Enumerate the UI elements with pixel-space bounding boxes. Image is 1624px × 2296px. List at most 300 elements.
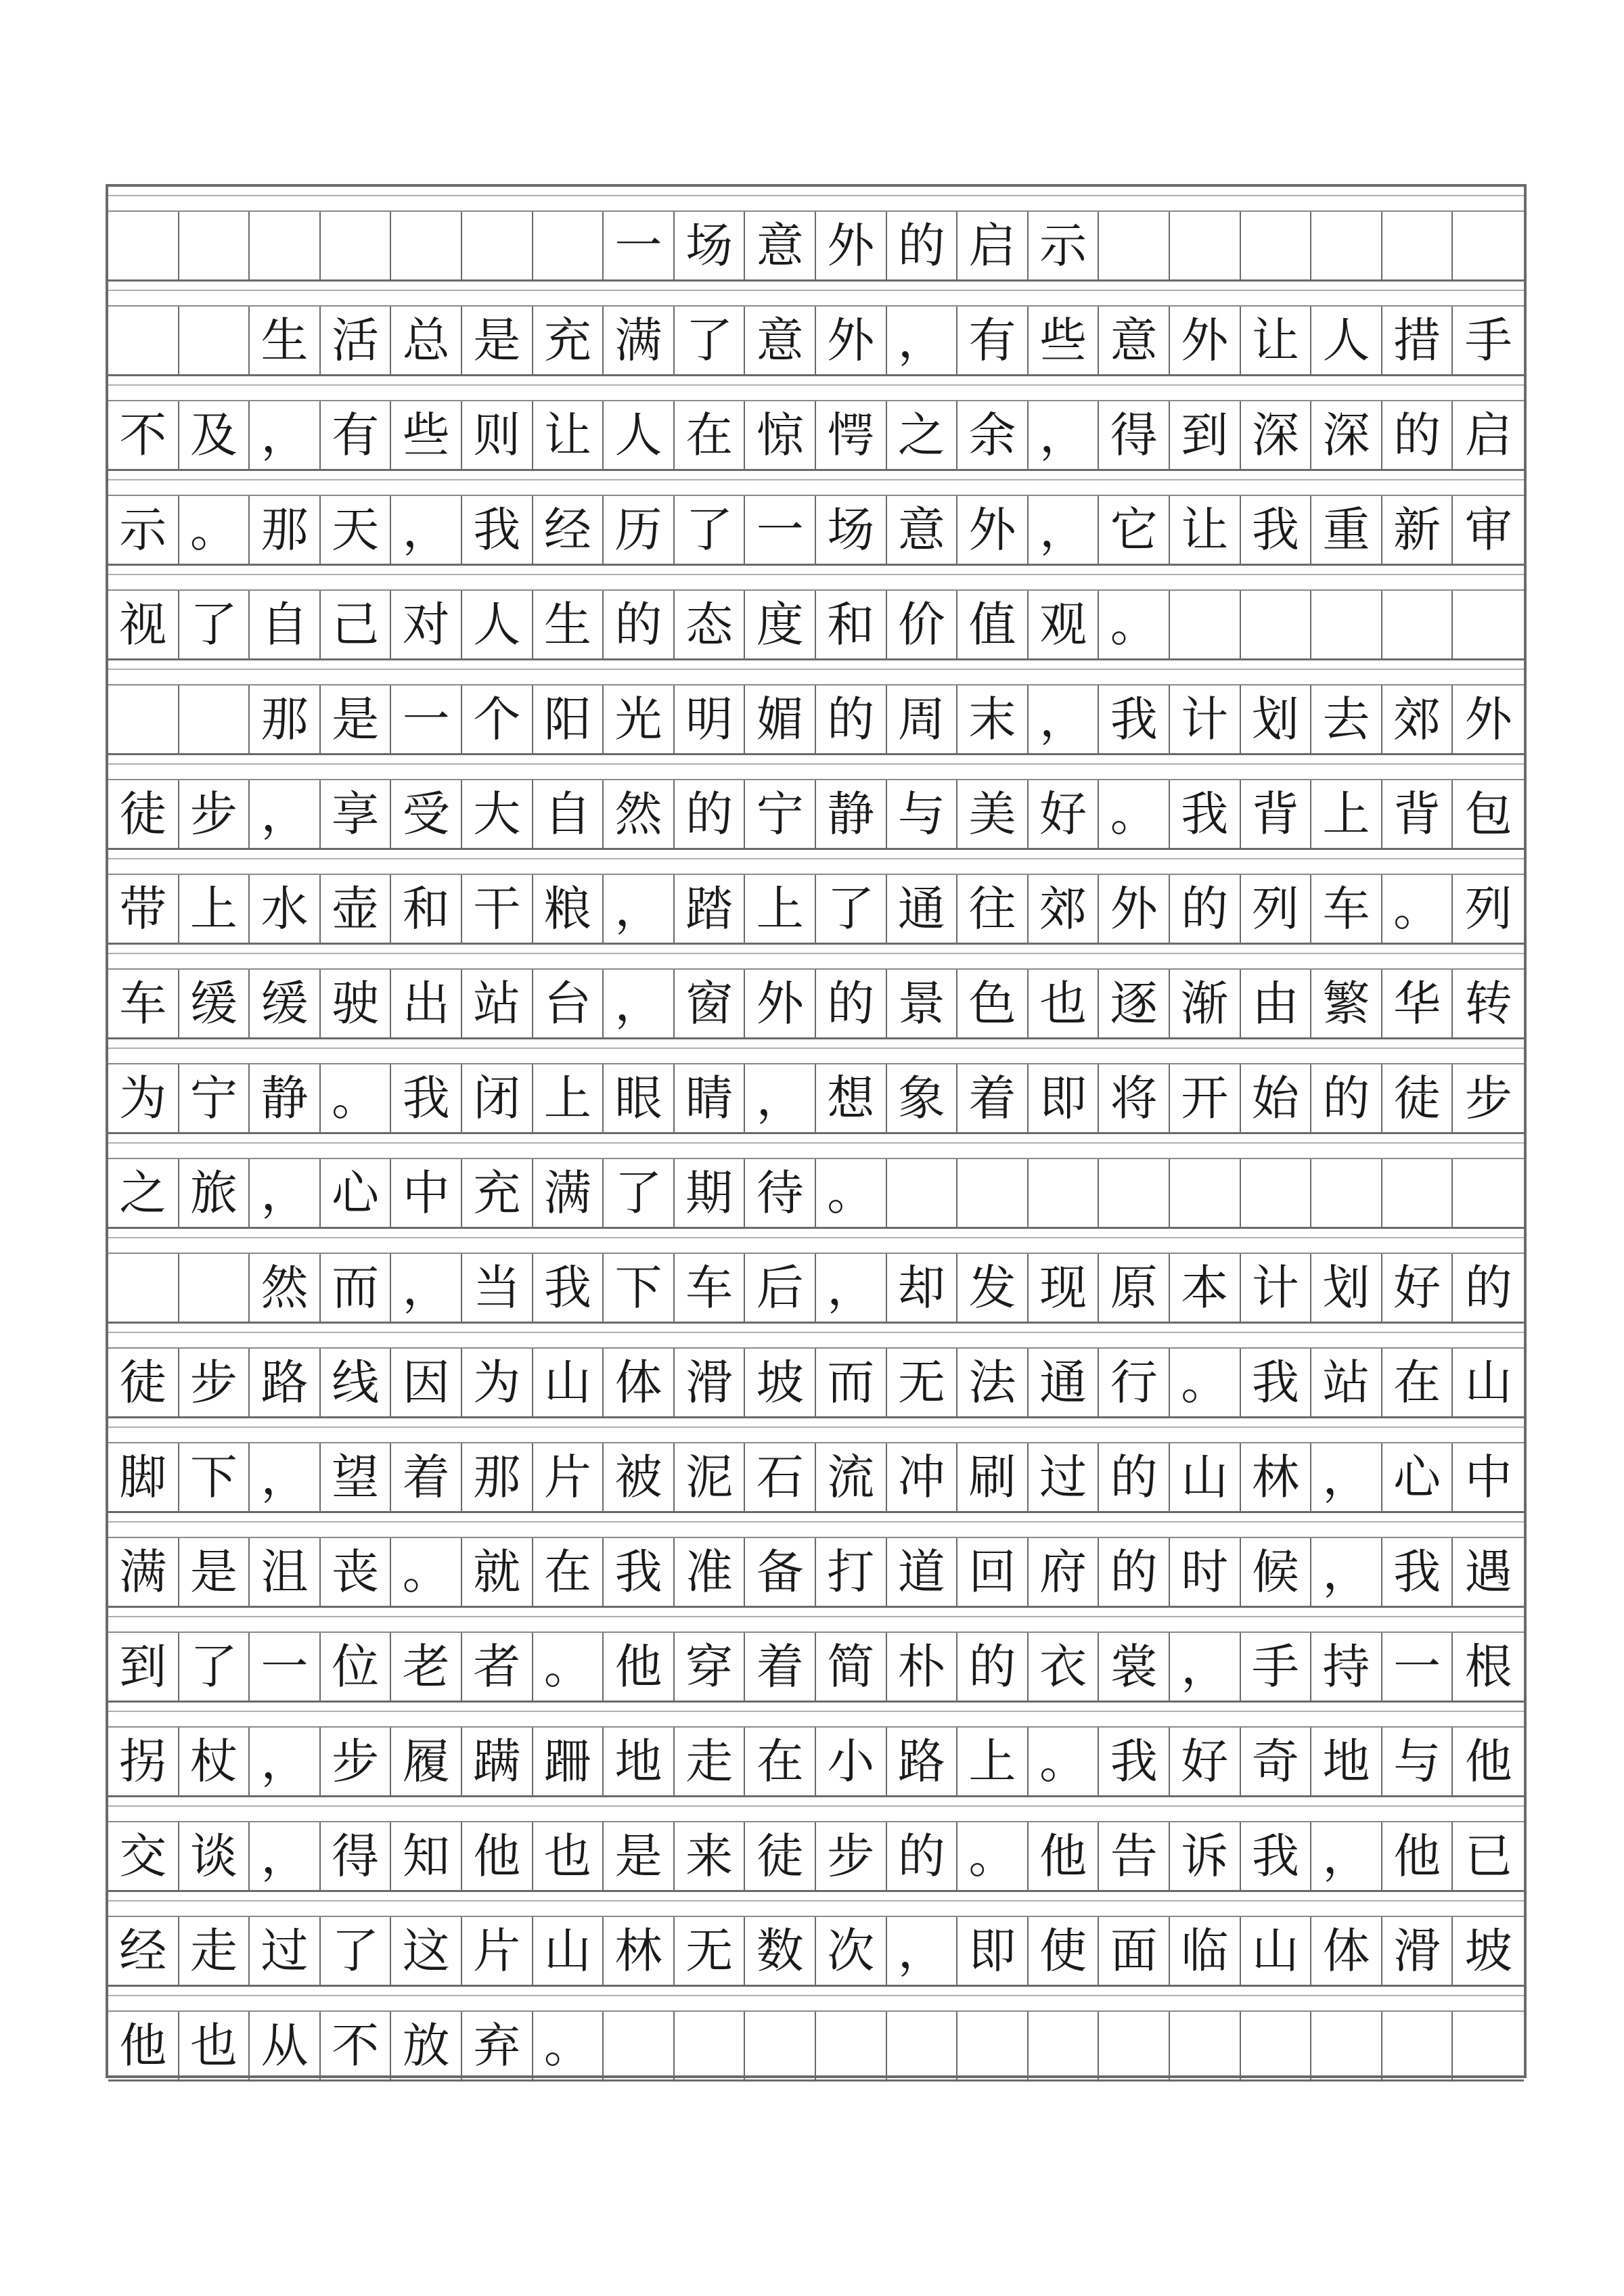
text-row: [108, 1822, 1524, 1892]
grid-cell: 示: [1029, 212, 1100, 279]
grid-cell: ，: [1311, 1443, 1382, 1511]
grid-cell: 一: [604, 212, 675, 279]
grid-cell: 满: [108, 1538, 179, 1606]
grid-cell: [1170, 212, 1241, 279]
row-spacer: [108, 1513, 1524, 1538]
grid-cell: 惊: [745, 401, 816, 469]
grid-cell: 睛: [675, 1064, 746, 1132]
grid-cell: 履: [391, 1728, 462, 1795]
grid-cell: 。: [533, 1633, 604, 1701]
row-spacer: [108, 1418, 1524, 1443]
row-spacer: [108, 566, 1524, 591]
grid-cell: 大: [462, 780, 533, 848]
grid-cell: [1241, 212, 1312, 279]
grid-cell: 通: [887, 875, 958, 943]
grid-cell: ，: [250, 1822, 321, 1890]
text-row: [108, 1254, 1524, 1324]
grid-cell: 时: [1170, 1538, 1241, 1606]
grid-cell: 有: [957, 307, 1029, 374]
grid-cell: 步: [321, 1728, 392, 1795]
grid-cell: 上: [1311, 780, 1382, 848]
grid-cell: 持: [1311, 1633, 1382, 1701]
grid-cell: 阳: [533, 685, 604, 753]
grid-cell: 而: [816, 1349, 887, 1416]
grid-cell: [108, 685, 179, 753]
grid-cell: 那: [462, 1443, 533, 1511]
grid-cell: 车: [1311, 875, 1382, 943]
grid-cell: 中: [391, 1159, 462, 1227]
grid-cell: ，: [391, 1254, 462, 1322]
grid-cell: 脚: [108, 1443, 179, 1511]
grid-cell: 滑: [675, 1349, 746, 1416]
grid-cell: 与: [1382, 1728, 1453, 1795]
grid-cell: 走: [179, 1917, 250, 1985]
grid-cell: 一: [250, 1633, 321, 1701]
grid-cell: 道: [887, 1538, 958, 1606]
row-spacer: [108, 187, 1524, 212]
grid-cell: 意: [745, 212, 816, 279]
grid-cell: 当: [462, 1254, 533, 1322]
grid-cell: 转: [1464, 976, 1512, 1031]
grid-cell: [675, 2012, 746, 2079]
grid-cell: 出: [391, 970, 462, 1037]
grid-cell: 驶: [321, 970, 392, 1037]
grid-cell: [887, 1159, 958, 1227]
grid-cell: 下: [179, 1443, 250, 1511]
text-row: [108, 1917, 1524, 1987]
grid-cell: 外: [816, 212, 887, 279]
grid-cell: 步: [1464, 1071, 1512, 1126]
grid-cell: 。: [816, 1159, 887, 1227]
grid-cell: 的: [1099, 1443, 1170, 1511]
grid-cell: 景: [887, 970, 958, 1037]
grid-cell: 次: [816, 1917, 887, 1985]
grid-cell: 心: [1382, 1443, 1453, 1511]
text-row: [108, 1349, 1524, 1418]
grid-cell: 过: [1029, 1443, 1100, 1511]
grid-cell: 不: [108, 401, 179, 469]
grid-cell: ，: [887, 1917, 958, 1985]
grid-cell: 外: [745, 970, 816, 1037]
grid-cell: 和: [391, 875, 462, 943]
grid-cell: 我: [462, 496, 533, 564]
grid-cell: 着: [391, 1443, 462, 1511]
grid-cell: [321, 212, 392, 279]
grid-cell: 计: [1241, 1254, 1312, 1322]
grid-cell: ，: [1029, 496, 1100, 564]
grid-cell: 的: [887, 1822, 958, 1890]
grid-cell: ，: [745, 1064, 816, 1132]
grid-cell: 示: [108, 496, 179, 564]
text-row: [108, 496, 1524, 566]
grid-cell: 得: [1099, 401, 1170, 469]
grid-cell: 好: [1170, 1728, 1241, 1795]
grid-cell: 充: [533, 307, 604, 374]
grid-cell: 他: [108, 2012, 179, 2079]
grid-cell: [533, 212, 604, 279]
row-spacer: [108, 1324, 1524, 1349]
grid-cell: 徒: [745, 1822, 816, 1890]
grid-cell: [1453, 1159, 1524, 1227]
grid-cell: 场: [816, 496, 887, 564]
grid-cell: [1311, 1159, 1382, 1227]
grid-cell: 准: [675, 1538, 746, 1606]
grid-cell: 在: [745, 1728, 816, 1795]
grid-cell: 交: [108, 1822, 179, 1890]
grid-cell: 走: [675, 1728, 746, 1795]
grid-cell: [1170, 2012, 1241, 2079]
grid-cell: 路: [887, 1728, 958, 1795]
grid-cell: 行: [1099, 1349, 1170, 1416]
grid-cell: 府: [1029, 1538, 1100, 1606]
grid-cell: 徒: [108, 1349, 179, 1416]
grid-cell: 打: [816, 1538, 887, 1606]
grid-cell: ，: [250, 1159, 321, 1227]
grid-cell: 即: [1029, 1064, 1100, 1132]
grid-cell: 划: [1311, 1254, 1382, 1322]
grid-cell: [1241, 2012, 1312, 2079]
grid-cell: 光: [604, 685, 675, 753]
grid-cell: 谈: [179, 1822, 250, 1890]
grid-cell: 我: [604, 1538, 675, 1606]
grid-cell: 是: [321, 685, 392, 753]
grid-cell: 启: [1464, 407, 1512, 463]
grid-cell: 了: [675, 496, 746, 564]
grid-cell: 我: [1170, 780, 1241, 848]
grid-cell: 及: [179, 401, 250, 469]
grid-cell: [108, 212, 179, 279]
grid-cell: 无: [887, 1349, 958, 1416]
grid-cell: 然: [604, 780, 675, 848]
grid-cell: 待: [745, 1159, 816, 1227]
grid-cell: [1382, 212, 1453, 279]
grid-cell: 得: [321, 1822, 392, 1890]
grid-cell: 之: [108, 1159, 179, 1227]
grid-cell: 它: [1099, 496, 1170, 564]
grid-cell: 视: [108, 591, 179, 658]
grid-cell: 愕: [816, 401, 887, 469]
grid-cell: 使: [1029, 1917, 1100, 1985]
grid-cell: 站: [1311, 1349, 1382, 1416]
grid-cell: 那: [250, 496, 321, 564]
grid-cell: 线: [321, 1349, 392, 1416]
grid-cell: 好: [1382, 1254, 1453, 1322]
grid-cell: 着: [957, 1064, 1029, 1132]
grid-cell: [391, 212, 462, 279]
grid-cell: 路: [250, 1349, 321, 1416]
row-spacer: [108, 471, 1524, 496]
grid-cell: 郊: [1029, 875, 1100, 943]
grid-cell: [1382, 2012, 1453, 2079]
grid-cell: 想: [816, 1064, 887, 1132]
grid-cell: 这: [391, 1917, 462, 1985]
grid-cell: ，: [1311, 1822, 1382, 1890]
grid-cell: 。: [321, 1064, 392, 1132]
grid-cell: 逐: [1099, 970, 1170, 1037]
grid-cell: 场: [675, 212, 746, 279]
grid-cell: 宁: [745, 780, 816, 848]
grid-cell: 列: [1241, 875, 1312, 943]
grid-cell: 经: [533, 496, 604, 564]
grid-cell: [108, 307, 179, 374]
grid-cell: 体: [604, 1349, 675, 1416]
text-row: [108, 875, 1524, 945]
grid-cell: 之: [887, 401, 958, 469]
grid-cell: 去: [1311, 685, 1382, 753]
grid-cell: 流: [816, 1443, 887, 1511]
grid-cell: [1453, 2012, 1524, 2079]
grid-cell: 手: [1241, 1633, 1312, 1701]
grid-cell: 繁: [1311, 970, 1382, 1037]
grid-cell: 现: [1029, 1254, 1100, 1322]
grid-cell: [250, 212, 321, 279]
grid-cell: 然: [250, 1254, 321, 1322]
grid-cell: 活: [321, 307, 392, 374]
grid-cell: 观: [1029, 591, 1100, 658]
grid-cell: 渐: [1170, 970, 1241, 1037]
grid-cell: 山: [1241, 1917, 1312, 1985]
grid-cell: 体: [1311, 1917, 1382, 1985]
grid-cell: 下: [604, 1254, 675, 1322]
grid-cell: 带: [108, 875, 179, 943]
grid-cell: 沮: [250, 1538, 321, 1606]
grid-cell: 因: [391, 1349, 462, 1416]
grid-cell: 让: [1241, 307, 1312, 374]
grid-cell: 末: [957, 685, 1029, 753]
grid-cell: 象: [887, 1064, 958, 1132]
grid-cell: 享: [321, 780, 392, 848]
grid-cell: 坡: [745, 1349, 816, 1416]
grid-cell: 态: [675, 591, 746, 658]
grid-cell: 审: [1464, 502, 1512, 558]
grid-cell: [1453, 591, 1524, 658]
grid-cell: 窗: [675, 970, 746, 1037]
grid-cell: 了: [179, 1633, 250, 1701]
grid-cell: 明: [675, 685, 746, 753]
grid-cell: 经: [108, 1917, 179, 1985]
grid-cell: 他: [1029, 1822, 1100, 1890]
grid-cell: 上: [957, 1728, 1029, 1795]
grid-cell: 水: [250, 875, 321, 943]
grid-cell: [179, 212, 250, 279]
grid-cell: 是: [462, 307, 533, 374]
grid-cell: 生: [250, 307, 321, 374]
row-spacer: [108, 1797, 1524, 1822]
grid-cell: 则: [462, 401, 533, 469]
row-spacer: [108, 1608, 1524, 1633]
grid-cell: 了: [321, 1917, 392, 1985]
grid-cell: 让: [533, 401, 604, 469]
grid-cell: 来: [675, 1822, 746, 1890]
grid-cell: [108, 1254, 179, 1322]
grid-cell: 。: [179, 496, 250, 564]
grid-cell: 外: [957, 496, 1029, 564]
grid-cell: 背: [1241, 780, 1312, 848]
grid-cell: 外: [1464, 692, 1512, 747]
grid-cell: 满: [604, 307, 675, 374]
grid-cell: 一: [745, 496, 816, 564]
grid-cell: 也: [533, 1822, 604, 1890]
grid-cell: 蹒: [462, 1728, 533, 1795]
grid-cell: 徒: [108, 780, 179, 848]
grid-cell: 了: [675, 307, 746, 374]
grid-cell: 奇: [1241, 1728, 1312, 1795]
grid-cell: 衣: [1029, 1633, 1100, 1701]
grid-cell: 让: [1170, 496, 1241, 564]
grid-cell: [604, 2012, 675, 2079]
grid-cell: 而: [321, 1254, 392, 1322]
grid-cell: ，: [604, 875, 675, 943]
grid-cell: [1382, 1159, 1453, 1227]
grid-cell: 车: [108, 970, 179, 1037]
row-spacer: [108, 1134, 1524, 1159]
row-spacer: [108, 660, 1524, 685]
grid-cell: 杖: [179, 1728, 250, 1795]
grid-cell: 根: [1464, 1639, 1512, 1694]
grid-cell: 冲: [887, 1443, 958, 1511]
grid-cell: 过: [250, 1917, 321, 1985]
grid-cell: 他: [462, 1822, 533, 1890]
text-row: [108, 2012, 1524, 2081]
grid-cell: 对: [391, 591, 462, 658]
grid-cell: 望: [321, 1443, 392, 1511]
grid-cell: 我: [533, 1254, 604, 1322]
grid-cell: 也: [1029, 970, 1100, 1037]
grid-cell: 本: [1170, 1254, 1241, 1322]
grid-cell: 拐: [108, 1728, 179, 1795]
grid-cell: 往: [957, 875, 1029, 943]
grid-cell: 期: [675, 1159, 746, 1227]
grid-cell: 后: [745, 1254, 816, 1322]
grid-cell: 背: [1382, 780, 1453, 848]
grid-cell: 台: [533, 970, 604, 1037]
grid-cell: 我: [1241, 1822, 1312, 1890]
text-row: [108, 307, 1524, 376]
grid-cell: [745, 2012, 816, 2079]
grid-cell: 从: [250, 2012, 321, 2079]
text-row: [108, 1064, 1524, 1134]
grid-cell: ，: [1170, 1633, 1241, 1701]
grid-cell: ，: [250, 1443, 321, 1511]
grid-cell: 。: [1382, 875, 1453, 943]
grid-cell: 林: [1241, 1443, 1312, 1511]
grid-cell: 回: [957, 1538, 1029, 1606]
grid-cell: 一: [1382, 1633, 1453, 1701]
grid-cell: 手: [1464, 313, 1512, 368]
grid-cell: [1099, 212, 1170, 279]
grid-cell: 我: [1382, 1538, 1453, 1606]
grid-cell: 山: [533, 1917, 604, 1985]
grid-cell: 度: [745, 591, 816, 658]
grid-cell: 通: [1029, 1349, 1100, 1416]
grid-cell: 宁: [179, 1064, 250, 1132]
grid-cell: [1170, 591, 1241, 658]
grid-cell: 跚: [533, 1728, 604, 1795]
grid-cell: 知: [391, 1822, 462, 1890]
grid-cell: 为: [108, 1064, 179, 1132]
grid-cell: [1029, 2012, 1100, 2079]
grid-cell: 小: [816, 1728, 887, 1795]
grid-cell: 与: [887, 780, 958, 848]
grid-cell: 备: [745, 1538, 816, 1606]
grid-cell: [1099, 2012, 1170, 2079]
grid-cell: 人: [1311, 307, 1382, 374]
grid-cell: 些: [391, 401, 462, 469]
grid-cell: 数: [745, 1917, 816, 1985]
grid-cell: ，: [887, 307, 958, 374]
grid-cell: 为: [462, 1349, 533, 1416]
grid-cell: 些: [1029, 307, 1100, 374]
grid-cell: 的: [675, 780, 746, 848]
grid-cell: 放: [391, 2012, 462, 2079]
grid-cell: 静: [816, 780, 887, 848]
grid-cell: 丧: [321, 1538, 392, 1606]
grid-cell: 着: [745, 1633, 816, 1701]
grid-cell: 在: [1382, 1349, 1453, 1416]
grid-cell: 开: [1170, 1064, 1241, 1132]
grid-cell: 地: [604, 1728, 675, 1795]
grid-cell: [1170, 1159, 1241, 1227]
grid-cell: 总: [391, 307, 462, 374]
grid-cell: 外: [1099, 875, 1170, 943]
grid-cell: 深: [1311, 401, 1382, 469]
row-spacer: [108, 755, 1524, 780]
grid-cell: [1099, 1159, 1170, 1227]
grid-cell: ，: [816, 1254, 887, 1322]
grid-cell: 的: [1464, 1260, 1512, 1315]
grid-cell: 粮: [533, 875, 604, 943]
grid-cell: [957, 1159, 1029, 1227]
grid-cell: 到: [108, 1633, 179, 1701]
grid-cell: 深: [1241, 401, 1312, 469]
grid-cell: ，: [604, 970, 675, 1037]
grid-cell: 山: [533, 1349, 604, 1416]
grid-cell: [179, 307, 250, 374]
grid-cell: 刷: [957, 1443, 1029, 1511]
grid-cell: 列: [1464, 881, 1512, 937]
grid-cell: 不: [321, 2012, 392, 2079]
text-row: [108, 591, 1524, 660]
grid-cell: 的: [816, 685, 887, 753]
grid-cell: ，: [250, 780, 321, 848]
grid-cell: [462, 212, 533, 279]
grid-cell: 踏: [675, 875, 746, 943]
row-spacer: [108, 945, 1524, 970]
grid-cell: 位: [321, 1633, 392, 1701]
grid-cell: 老: [391, 1633, 462, 1701]
grid-cell: 受: [391, 780, 462, 848]
grid-cell: 的: [1170, 875, 1241, 943]
grid-cell: 了: [816, 875, 887, 943]
text-row: [108, 970, 1524, 1039]
grid-cell: 自: [250, 591, 321, 658]
grid-cell: ，: [1029, 685, 1100, 753]
row-spacer: [108, 1892, 1524, 1917]
grid-cell: 的: [1311, 1064, 1382, 1132]
grid-cell: 我: [1241, 496, 1312, 564]
grid-cell: 诉: [1170, 1822, 1241, 1890]
grid-cell: 原: [1099, 1254, 1170, 1322]
grid-cell: 被: [604, 1443, 675, 1511]
grid-cell: 山: [1170, 1443, 1241, 1511]
grid-cell: 好: [1029, 780, 1100, 848]
grid-cell: [1241, 591, 1312, 658]
grid-cell: 林: [604, 1917, 675, 1985]
grid-cell: 满: [533, 1159, 604, 1227]
row-spacer: [108, 850, 1524, 875]
grid-cell: 片: [462, 1917, 533, 1985]
grid-cell: 他: [604, 1633, 675, 1701]
